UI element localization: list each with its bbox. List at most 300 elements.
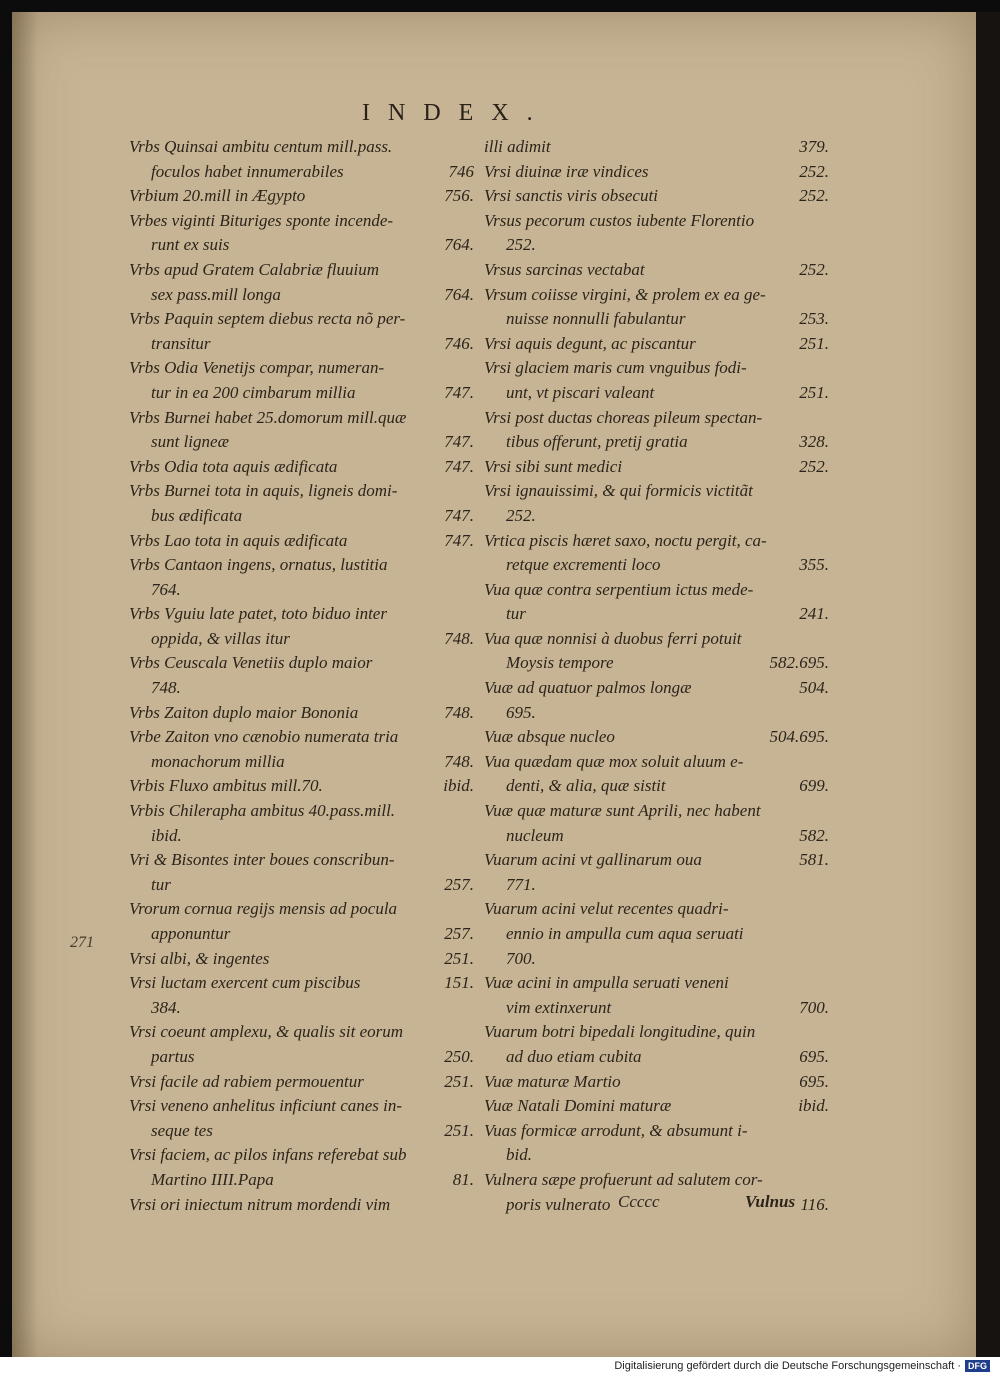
dfg-logo-icon: DFG	[965, 1360, 990, 1372]
entry-line	[484, 1094, 829, 1119]
page-number: 748.	[444, 628, 474, 648]
entry-line	[129, 1143, 474, 1168]
entry-line	[129, 332, 474, 357]
page-number	[821, 922, 829, 947]
entry-line	[484, 971, 829, 996]
entry-text: sunt ligneæ	[151, 432, 229, 452]
page-number: 251.	[444, 1120, 474, 1140]
page-number	[466, 209, 474, 234]
index-entry	[484, 1020, 829, 1069]
entry-line	[129, 1020, 474, 1045]
entry-text: Vuæ acini in ampulla seruati veneni	[484, 973, 729, 993]
entry-line	[129, 947, 474, 972]
page-number	[466, 996, 474, 1021]
index-entry	[129, 135, 474, 184]
entry-line	[129, 701, 474, 726]
entry-text: nuisse nonnulli fabulantur	[506, 309, 686, 329]
entry-text: Vrbs Odia Venetijs compar, numeran-	[129, 358, 385, 378]
entry-text: Vua quæ contra serpentium ictus mede-	[484, 579, 754, 599]
page-number	[821, 799, 829, 824]
entry-text: Vuæ ad quatuor palmos longæ	[484, 678, 692, 698]
index-entry	[129, 602, 474, 651]
index-entry	[129, 553, 474, 602]
page-number: 241.	[799, 604, 829, 624]
page-number	[466, 135, 474, 160]
entry-text: Vua quædam quæ mox soluit aluum e-	[484, 751, 744, 771]
page-number	[466, 406, 474, 431]
index-entry	[129, 651, 474, 700]
entry-line	[129, 1094, 474, 1119]
entry-line	[484, 1070, 829, 1095]
entry-line	[484, 381, 829, 406]
entry-line	[484, 406, 829, 431]
entry-text: 764.	[151, 579, 181, 599]
entry-text: ad duo etiam cubita	[506, 1046, 642, 1066]
page-number	[821, 947, 829, 972]
catchword: Vulnus	[745, 1192, 796, 1211]
entry-text: Vrsi faciem, ac pilos infans referebat sub	[129, 1145, 407, 1165]
index-entry	[129, 774, 474, 799]
page-number: 504.	[799, 678, 829, 698]
index-entry	[484, 455, 829, 480]
index-entry	[484, 406, 829, 455]
entry-line	[484, 553, 829, 578]
entry-line	[484, 701, 829, 726]
page-number	[821, 479, 829, 504]
entry-text: Vrsi ignauissimi, & qui formicis victitãt	[484, 481, 753, 501]
page-number: 252.	[799, 259, 829, 279]
page-number	[466, 676, 474, 701]
entry-line	[484, 1119, 829, 1144]
entry-line	[129, 430, 474, 455]
entry-text: Vrbis Fluxo ambitus mill.70.	[129, 776, 323, 796]
entry-line	[484, 627, 829, 652]
entry-text: Vrorum cornua regijs mensis ad pocula	[129, 899, 398, 919]
index-entry	[129, 701, 474, 726]
index-entry	[129, 307, 474, 356]
entry-line	[129, 1168, 474, 1193]
index-entry	[484, 1119, 829, 1168]
entry-line	[484, 283, 829, 308]
page-number: ibid.	[443, 776, 474, 796]
entry-text: Vrbs Ceuscala Venetiis duplo maior	[129, 653, 373, 673]
index-entry	[484, 258, 829, 283]
entry-text: Vrsi ori iniectum nitrum mordendi vim	[129, 1194, 391, 1214]
footer-text: Digitalisierung gefördert durch die Deutsche Forschungsgemeinschaft ·	[614, 1360, 961, 1372]
page-number	[466, 897, 474, 922]
page-number	[821, 1020, 829, 1045]
page-number	[821, 529, 829, 554]
page-number: 251.	[799, 333, 829, 353]
page-number: 756.	[444, 186, 474, 206]
entry-line	[129, 676, 474, 701]
page-number	[466, 553, 474, 578]
page-number: 746	[448, 161, 474, 181]
entry-text: Vrsi diuinæ iræ vindices	[484, 161, 649, 181]
page-header: INDEX.	[362, 100, 551, 126]
entry-text: Vrtica piscis hæret saxo, noctu pergit, ca-	[484, 530, 767, 550]
page-number	[466, 479, 474, 504]
page-number: 695.	[799, 1071, 829, 1091]
entry-text: 700.	[506, 948, 536, 968]
entry-text: Vrsi facile ad rabiem permouentur	[129, 1071, 364, 1091]
entry-text: Vrbs Paquin septem diebus recta nõ per-	[129, 309, 406, 329]
entry-text: tibus offerunt, pretij gratia	[506, 432, 688, 452]
page-number	[466, 1143, 474, 1168]
index-entry	[129, 1070, 474, 1095]
entry-text: tur	[506, 604, 526, 624]
page-number: 252.	[799, 186, 829, 206]
page-number	[466, 824, 474, 849]
page-number	[821, 504, 829, 529]
page-number: 257.	[444, 874, 474, 894]
entry-line	[129, 504, 474, 529]
index-entry	[129, 479, 474, 528]
page-number: 582.	[799, 825, 829, 845]
entry-text: transitur	[151, 333, 211, 353]
index-entry	[484, 160, 829, 185]
index-entry	[129, 529, 474, 554]
page-number	[821, 406, 829, 431]
entry-text: Vuarum acini velut recentes quadri-	[484, 899, 729, 919]
index-entry	[129, 799, 474, 848]
entry-text: Vuarum acini vt gallinarum oua	[484, 850, 702, 870]
index-entry	[484, 897, 829, 971]
index-entry	[484, 627, 829, 676]
entry-text: illi adimit	[484, 137, 551, 156]
page-number: 251.	[444, 948, 474, 968]
page-number	[466, 848, 474, 873]
index-entry	[129, 947, 474, 972]
entry-line	[129, 1193, 474, 1218]
entry-text: Vrsi post ductas choreas pileum spectan-	[484, 407, 763, 427]
index-entry	[129, 209, 474, 258]
entry-line	[129, 774, 474, 799]
entry-line	[484, 1045, 829, 1070]
index-entry	[484, 1070, 829, 1095]
entry-line	[484, 529, 829, 554]
entry-line	[484, 479, 829, 504]
entry-text: Vrbs Quinsai ambitu centum mill.pass.	[129, 137, 393, 156]
entry-text: 695.	[506, 702, 536, 722]
entry-line	[129, 356, 474, 381]
entry-line	[484, 799, 829, 824]
entry-text: vim extinxerunt	[506, 997, 612, 1017]
entry-line	[129, 135, 474, 160]
entry-text: bus ædificata	[151, 505, 243, 525]
entry-line	[129, 307, 474, 332]
entry-line	[129, 455, 474, 480]
entry-line	[129, 406, 474, 431]
entry-line	[129, 750, 474, 775]
page-number: 251.	[799, 382, 829, 402]
page-number: 250.	[444, 1046, 474, 1066]
entry-line	[484, 332, 829, 357]
entry-text: Vrbes viginti Bituriges sponte incende-	[129, 210, 394, 230]
entry-text: Vuæ quæ maturæ sunt Aprili, nec habent	[484, 801, 761, 821]
entry-line	[129, 725, 474, 750]
entry-text: Vrsi glaciem maris cum vnguibus fodi-	[484, 358, 747, 378]
entry-line	[484, 897, 829, 922]
index-entry	[484, 356, 829, 405]
entry-line	[129, 602, 474, 627]
entry-line	[484, 996, 829, 1021]
entry-text: Vrbis Chilerapha ambitus 40.pass.mill.	[129, 801, 396, 821]
entry-line	[484, 676, 829, 701]
entry-text: Vrsi aquis degunt, ac piscantur	[484, 333, 696, 353]
page-number: 695.	[799, 1046, 829, 1066]
entry-text: ibid.	[151, 825, 182, 845]
entry-line	[484, 873, 829, 898]
entry-text: oppida, & villas itur	[151, 628, 290, 648]
index-column-right	[484, 135, 829, 1217]
scan-edge	[976, 12, 1000, 1357]
entry-text: seque tes	[151, 1120, 213, 1140]
index-entry	[484, 135, 829, 160]
entry-text: apponuntur	[151, 924, 231, 943]
index-entry	[129, 406, 474, 455]
entry-text: Vrbs apud Gratem Calabriæ fluuium	[129, 259, 379, 279]
page-number	[466, 1193, 474, 1218]
page-number	[466, 725, 474, 750]
entry-text: Vrbium 20.mill in Ægypto	[129, 186, 306, 206]
page-number	[821, 1119, 829, 1144]
entry-line	[484, 824, 829, 849]
entry-text: Vuæ maturæ Martio	[484, 1071, 621, 1091]
entry-line	[129, 160, 474, 185]
page-number: 581.	[799, 850, 829, 870]
entry-line	[129, 651, 474, 676]
page-number	[821, 1143, 829, 1168]
page-number	[466, 307, 474, 332]
page-number: 764.	[444, 235, 474, 255]
entry-text: Vuæ absque nucleo	[484, 727, 615, 747]
entry-line	[484, 750, 829, 775]
index-entry	[129, 1094, 474, 1143]
entry-line	[484, 233, 829, 258]
entry-line	[129, 283, 474, 308]
page-number	[466, 799, 474, 824]
index-entry	[484, 750, 829, 799]
entry-line	[484, 184, 829, 209]
page-number: 81.	[452, 1169, 474, 1189]
entry-text: Vrbs Vguiu late patet, toto biduo inter	[129, 604, 387, 624]
page-number	[821, 209, 829, 234]
entry-text: unt, vt piscari valeant	[506, 382, 655, 402]
entry-text: Vulnera sæpe profuerunt ad salutem cor-	[484, 1169, 763, 1189]
entry-text: Moysis tempore	[506, 653, 614, 673]
entry-line	[129, 184, 474, 209]
page-number	[821, 873, 829, 898]
page-number	[821, 701, 829, 726]
page-number	[466, 602, 474, 627]
entry-line	[484, 848, 829, 873]
page-number	[466, 1020, 474, 1045]
entry-line	[129, 381, 474, 406]
page-number: 582.695.	[769, 653, 829, 673]
entry-text: 252.	[506, 235, 536, 255]
page-number: 746.	[444, 333, 474, 353]
page-number: ibid.	[798, 1096, 829, 1116]
entry-line	[129, 1070, 474, 1095]
entry-line	[129, 578, 474, 603]
entry-text: 771.	[506, 874, 536, 894]
entry-text: Vrbs Zaiton duplo maior Bononia	[129, 702, 359, 722]
index-entry	[484, 184, 829, 209]
page-number	[466, 651, 474, 676]
index-entry	[484, 479, 829, 528]
entry-line	[484, 258, 829, 283]
entry-text: 384.	[151, 997, 181, 1017]
page-number: 764.	[444, 284, 474, 304]
entry-text: Vrbs Odia tota aquis ædificata	[129, 456, 338, 476]
book-page	[12, 12, 976, 1357]
entry-line	[484, 135, 829, 160]
entry-text: Vrbe Zaiton vno cænobio numerata tria	[129, 727, 399, 747]
entry-line	[484, 1168, 829, 1193]
entry-text: Vuarum botri bipedali longitudine, quin	[484, 1022, 756, 1042]
index-entry	[484, 209, 829, 258]
entry-text: ennio in ampulla cum aqua seruati	[506, 924, 744, 943]
index-entry	[129, 971, 474, 1020]
entry-line	[129, 824, 474, 849]
page-number: 251.	[444, 1071, 474, 1091]
entry-line	[484, 922, 829, 947]
index-entry	[484, 332, 829, 357]
entry-text: Vrbs Lao tota in aquis ædificata	[129, 530, 348, 550]
page-number: 700.	[799, 997, 829, 1017]
page-number	[821, 356, 829, 381]
page-number	[466, 578, 474, 603]
entry-text: nucleum	[506, 825, 564, 845]
entry-text: Vrsi sanctis viris obsecuti	[484, 186, 658, 206]
page-number: 747.	[444, 505, 474, 525]
index-entry	[484, 971, 829, 1020]
index-entry	[129, 356, 474, 405]
index-entry	[129, 455, 474, 480]
page-number: 252.	[799, 161, 829, 181]
entry-line	[129, 897, 474, 922]
index-entry	[484, 725, 829, 750]
entry-line	[129, 627, 474, 652]
entry-text: Vuæ Natali Domini maturæ	[484, 1096, 672, 1116]
entry-line	[484, 307, 829, 332]
index-entry	[484, 283, 829, 332]
entry-line	[484, 1143, 829, 1168]
entry-line	[129, 971, 474, 996]
page-number	[821, 971, 829, 996]
page-number: 748.	[444, 751, 474, 771]
index-entry	[484, 1094, 829, 1119]
page-number: 355.	[799, 555, 829, 575]
entry-line	[129, 529, 474, 554]
entry-text: Vrsus pecorum custos iubente Florentio	[484, 210, 755, 230]
entry-line	[129, 848, 474, 873]
entry-line	[484, 578, 829, 603]
entry-text: Vrbs Burnei habet 25.domorum mill.quæ	[129, 407, 407, 427]
entry-text: bid.	[506, 1145, 532, 1165]
page-number: 257.	[444, 924, 474, 943]
entry-text: Vrsus sarcinas vectabat	[484, 259, 645, 279]
entry-text: 252.	[506, 505, 536, 525]
index-entry	[484, 848, 829, 897]
index-entry	[129, 1193, 474, 1218]
page-number	[466, 356, 474, 381]
entry-text: tur in ea 200 cimbarum millia	[151, 382, 356, 402]
index-entry	[129, 848, 474, 897]
entry-text: poris vulnerato	[506, 1194, 611, 1214]
entry-line	[129, 1045, 474, 1070]
entry-line	[129, 258, 474, 283]
entry-line	[129, 996, 474, 1021]
page-number: 116.	[800, 1194, 829, 1214]
page-number: 151.	[444, 973, 474, 993]
page-number: 504.695.	[769, 727, 829, 747]
index-entry	[129, 184, 474, 209]
entry-line	[484, 1020, 829, 1045]
entry-text: Vrbs Cantaon ingens, ornatus, lustitia	[129, 555, 388, 575]
page-number	[821, 750, 829, 775]
entry-text: Vrsi coeunt amplexu, & qualis sit eorum	[129, 1022, 404, 1042]
entry-line	[129, 922, 474, 947]
entry-line	[484, 356, 829, 381]
page-number	[821, 897, 829, 922]
entry-line	[129, 209, 474, 234]
page-number	[821, 578, 829, 603]
entry-line	[484, 602, 829, 627]
signature-mark: Ccccc	[618, 1192, 660, 1211]
page-number: 328.	[799, 432, 829, 452]
page-number	[466, 258, 474, 283]
entry-line	[129, 553, 474, 578]
page-number	[466, 1094, 474, 1119]
page-number	[821, 283, 829, 308]
entry-text: foculos habet innumerabiles	[151, 161, 344, 181]
entry-line	[484, 774, 829, 799]
entry-text: Vrsum coiisse virgini, & prolem ex ea ge-	[484, 284, 766, 304]
page-number: 253.	[799, 309, 829, 329]
entry-line	[484, 947, 829, 972]
entry-text: sex pass.mill longa	[151, 284, 281, 304]
entry-text: Vri & Bisontes inter boues conscribun-	[129, 850, 395, 870]
entry-text: Vrbs Burnei tota in aquis, ligneis domi-	[129, 481, 398, 501]
entry-line	[484, 651, 829, 676]
entry-line	[484, 504, 829, 529]
index-entry	[129, 1020, 474, 1069]
entry-line	[484, 209, 829, 234]
index-entry	[484, 578, 829, 627]
page-number	[821, 627, 829, 652]
page-number: 747.	[444, 382, 474, 402]
entry-text: denti, & alia, quæ sistit	[506, 776, 666, 796]
entry-text: tur	[151, 874, 171, 894]
entry-text: retque excrementi loco	[506, 555, 661, 575]
entry-line	[129, 799, 474, 824]
page-number: 747.	[444, 530, 474, 550]
index-entry	[129, 258, 474, 307]
page-number: 699.	[799, 776, 829, 796]
index-entry	[129, 1143, 474, 1192]
entry-text: Vrsi luctam exercent cum piscibus	[129, 973, 361, 993]
entry-text: Vrsi sibi sunt medici	[484, 456, 623, 476]
entry-line	[129, 479, 474, 504]
entry-line	[484, 455, 829, 480]
index-entry	[129, 725, 474, 774]
page-number: 748.	[444, 702, 474, 722]
entry-line	[129, 1119, 474, 1144]
entry-line	[484, 160, 829, 185]
entry-text: Vrsi albi, & ingentes	[129, 948, 270, 968]
